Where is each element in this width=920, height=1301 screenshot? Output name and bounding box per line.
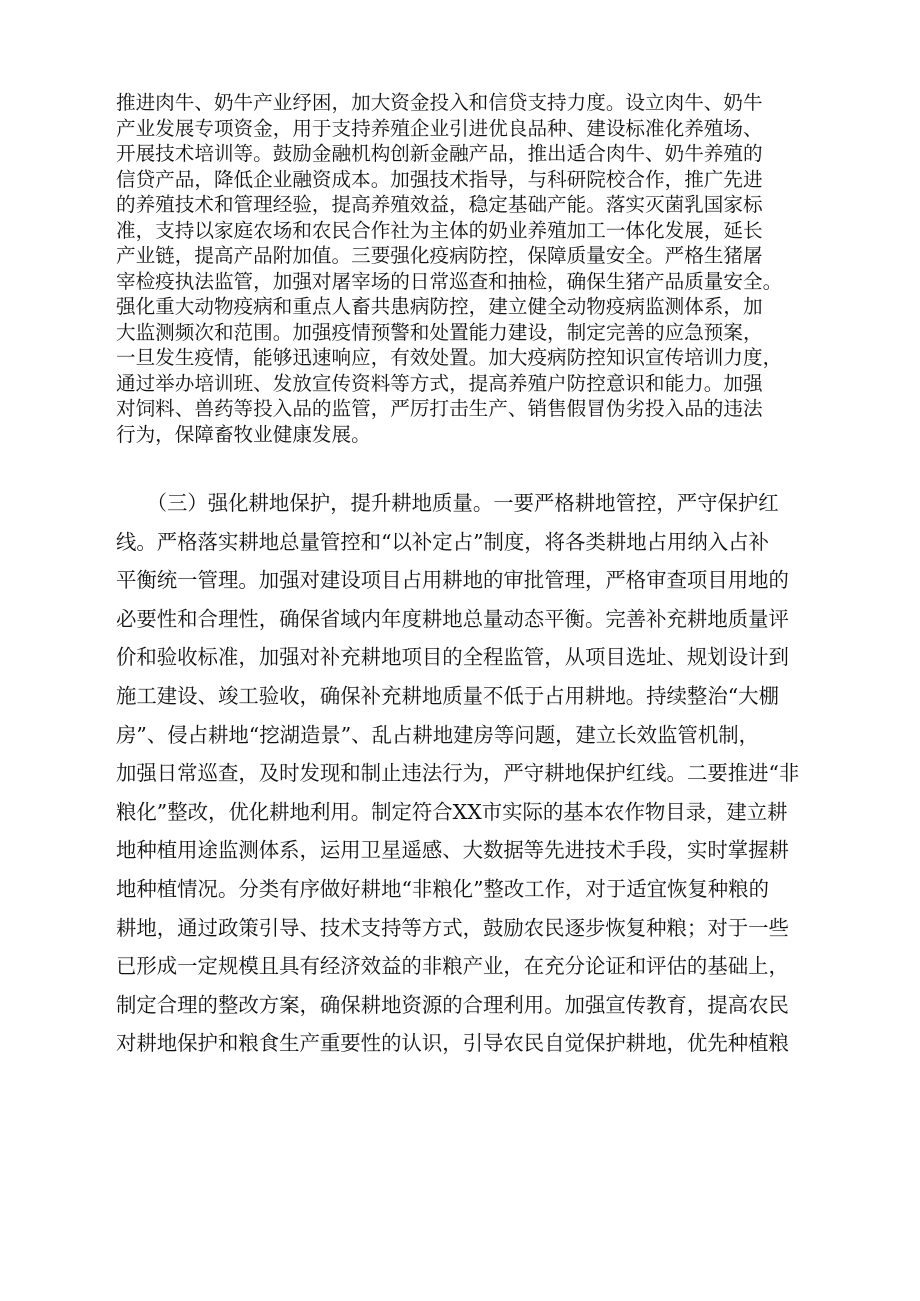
paragraph-line: 价和验收标准，加强对补充耕地项目的全程监管，从项目选址、规划设计到 <box>116 645 789 670</box>
paragraph-line: 房”、侵占耕地“挖湖造景”、乱占耕地建房等问题，建立长效监管机制， <box>116 722 759 747</box>
paragraph-line: 耕地，通过政策引导、技术支持等方式，鼓励农民逐步恢复种粮；对于一些 <box>116 915 789 940</box>
paragraph-line: 地种植用途监测体系，运用卫星遥感、大数据等先进技术手段，实时掌握耕 <box>116 838 789 863</box>
paragraph-line: 对饲料、兽药等投入品的监管，严厉打击生产、销售假冒伪劣投入品的违法 <box>116 397 763 420</box>
paragraph-line: 的养殖技术和管理经验，提高养殖效益，稳定基础产能。落实灭菌乳国家标 <box>116 193 763 216</box>
paragraph-line: 加强日常巡查，及时发现和制止违法行为，严守耕地保护红线。二要推进“非 <box>116 761 800 786</box>
paragraph-line: 通过举办培训班、发放宣传资料等方式，提高养殖户防控意识和能力。加强 <box>116 371 763 395</box>
paragraph-line: （三）强化耕地保护，提升耕地质量。一要严格耕地管控，严守保护红 <box>116 491 779 515</box>
paragraph-line: 宰检疫执法监管，加强对屠宰场的日常巡查和抽检，确保生猪产品质量安全。 <box>116 269 783 293</box>
paragraph-line: 对耕地保护和粮食生产重要性的认识，引导农民自觉保护耕地，优先种植粮 <box>116 1031 789 1056</box>
paragraph-line: 施工建设、竣工验收，确保补充耕地质量不低于占用耕地。持续整治“大棚 <box>116 683 779 708</box>
paragraph-line: 大监测频次和范围。加强疫情预警和处置能力建设，制定完善的应急预案， <box>116 320 763 344</box>
paragraph-line: 产业发展专项资金，用于支持养殖企业引进优良品种、建设标准化养殖场、 <box>116 116 763 140</box>
paragraph-line: 制定合理的整改方案，确保耕地资源的合理利用。加强宣传教育，提高农民 <box>116 992 789 1017</box>
paragraph-line: 粮化”整改，优化耕地利用。制定符合XX市实际的基本农作物目录，建立耕 <box>116 799 788 824</box>
paragraph-line: 线。严格落实耕地总量管控和“以补定占”制度，将各类耕地占用纳入占补 <box>116 529 769 554</box>
body-paragraph-farmland <box>116 484 799 1063</box>
paragraph-line: 准，支持以家庭农场和农民合作社为主体的奶业养殖加工一体化发展，延长 <box>116 218 763 242</box>
paragraph-line: 平衡统一管理。加强对建设项目占用耕地的审批管理，严格审查项目用地的 <box>116 568 789 593</box>
body-paragraph-livestock <box>116 90 782 447</box>
paragraph-line: 地种植情况。分类有序做好耕地“非粮化”整改工作，对于适宜恢复种粮的 <box>116 876 769 901</box>
paragraph-line: 开展技术培训等。鼓励金融机构创新金融产品，推出适合肉牛、奶牛养殖的 <box>116 142 763 165</box>
paragraph-line: 推进肉牛、奶牛产业纾困，加大资金投入和信贷支持力度。设立肉牛、奶牛 <box>116 91 763 114</box>
paragraph-line: 行为，保障畜牧业健康发展。 <box>116 422 371 446</box>
paragraph-line: 强化重大动物疫病和重点人畜共患病防控，建立健全动物疫病监测体系，加 <box>116 295 763 318</box>
paragraph-line: 必要性和合理性，确保省域内年度耕地总量动态平衡。完善补充耕地质量评 <box>116 606 789 631</box>
paragraph-line: 产业链，提高产品附加值。三要强化疫病防控，保障质量安全。严格生猪屠 <box>116 244 763 267</box>
paragraph-line: 一旦发生疫情，能够迅速响应，有效处置。加大疫病防控知识宣传培训力度， <box>116 346 783 369</box>
paragraph-line: 信贷产品，降低企业融资成本。加强技术指导，与科研院校合作，推广先进 <box>116 167 763 191</box>
paragraph-line: 已形成一定规模且具有经济效益的非粮产业，在充分论证和评估的基础上， <box>116 954 789 979</box>
